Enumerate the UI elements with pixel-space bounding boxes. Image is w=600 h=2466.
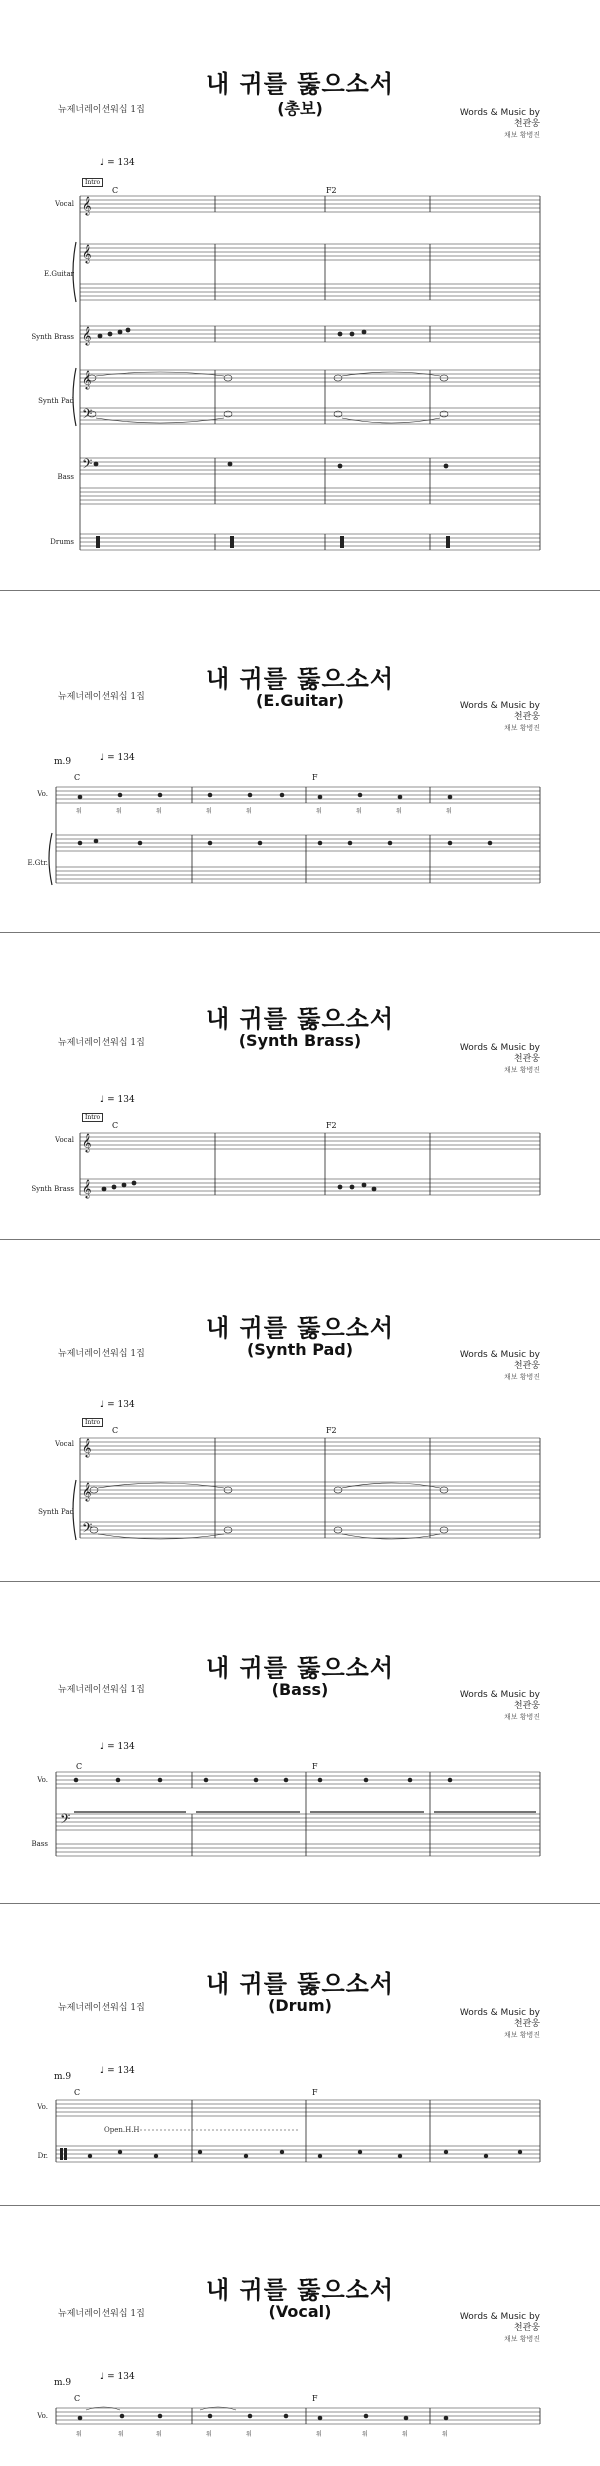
intro-box: Intro — [82, 1113, 103, 1122]
chord-symbol: C — [112, 186, 119, 195]
tempo-marking: ♩ = 134 — [100, 2372, 135, 2382]
measure-number: m.9 — [54, 757, 72, 767]
tempo-marking: ♩ = 134 — [100, 158, 135, 168]
credits-transcriber: 채보 황병진 — [503, 1713, 540, 1721]
chord-symbol: C — [74, 773, 81, 782]
measure-number: m.9 — [54, 2378, 72, 2388]
credits-transcriber: 채보 황병진 — [503, 724, 540, 732]
tempo-value: = 134 — [107, 1400, 135, 1410]
score-page-vocal — [0, 2206, 600, 2466]
part-subtitle: (E.Guitar) — [256, 691, 344, 710]
pad-staff — [80, 370, 540, 424]
chord-symbol: F2 — [326, 186, 337, 195]
score-page-brass — [0, 933, 600, 1238]
tempo-marking: ♩ = 134 — [100, 1400, 135, 1410]
chord-symbol: F2 — [326, 1121, 337, 1130]
instrument-label: Synth Brass — [31, 333, 74, 341]
chord-symbol: F — [312, 773, 318, 782]
credits-words-music: Words & Music by — [459, 1350, 540, 1360]
instrument-label: Bass — [57, 473, 74, 481]
instrument-label: Vocal — [55, 1136, 74, 1144]
part-subtitle: (총보) — [277, 99, 323, 118]
score-system-bass — [0, 1582, 600, 1902]
svg-text:워: 워 — [206, 808, 212, 815]
svg-text:워: 워 — [118, 2431, 124, 2438]
svg-text:워: 워 — [246, 2431, 252, 2438]
score-system-guitar — [0, 591, 600, 931]
album-label: 뉴제너레이션워십 1집 — [58, 692, 145, 702]
barlines — [80, 196, 540, 550]
open-hihat-marking: Open.H.H — [104, 2126, 140, 2134]
album-label: 뉴제너레이션워십 1집 — [58, 2309, 145, 2319]
svg-text:워: 워 — [402, 2431, 408, 2438]
chord-symbol: F — [312, 1762, 318, 1771]
instrument-label: Bass — [31, 1840, 48, 1848]
svg-text:𝄢: 𝄢 — [82, 1520, 93, 1539]
tempo-value: = 134 — [107, 158, 135, 168]
svg-text:워: 워 — [446, 808, 452, 815]
svg-text:워: 워 — [206, 2431, 212, 2438]
drum-staff — [80, 534, 540, 550]
part-subtitle: (Vocal) — [268, 2302, 332, 2321]
song-title: 내 귀를 뚫으소서 — [206, 1005, 394, 1033]
svg-text:워: 워 — [396, 808, 402, 815]
instrument-label: Vo. — [37, 1776, 48, 1784]
credits-words-music: Words & Music by — [459, 701, 540, 711]
song-title: 내 귀를 뚫으소서 — [206, 665, 394, 693]
album-label: 뉴제너레이션워십 1집 — [58, 1685, 145, 1695]
svg-text:워: 워 — [116, 808, 122, 815]
svg-text:워: 워 — [246, 808, 252, 815]
instrument-label: Dr. — [37, 2152, 48, 2160]
score-page-drum — [0, 1904, 600, 2204]
svg-text:𝄢: 𝄢 — [60, 1811, 71, 1830]
svg-text:워: 워 — [362, 2431, 368, 2438]
credits-transcriber: 채보 황병진 — [503, 131, 540, 139]
chord-symbol: C — [74, 2088, 81, 2097]
part-subtitle: (Bass) — [271, 1680, 329, 1699]
svg-text:워: 워 — [316, 808, 322, 815]
score-system-brass — [0, 933, 600, 1238]
instrument-label: Vo. — [37, 790, 48, 798]
instrument-label: Vocal — [55, 200, 74, 208]
chord-symbol: C — [112, 1426, 119, 1435]
song-title: 내 귀를 뚫으소서 — [206, 1970, 394, 1998]
intro-box: Intro — [82, 178, 103, 187]
tempo-marking: ♩ = 134 — [100, 1742, 135, 1752]
part-subtitle: (Synth Pad) — [246, 1340, 354, 1359]
svg-text:워: 워 — [156, 808, 162, 815]
guitar-staff — [80, 244, 540, 300]
svg-text:𝄞: 𝄞 — [82, 326, 92, 345]
svg-text:워: 워 — [156, 2431, 162, 2438]
svg-text:𝄞: 𝄞 — [82, 1133, 92, 1152]
instrument-label: E.Gtr. — [27, 859, 48, 867]
tempo-marking: ♩ = 134 — [100, 2066, 135, 2076]
svg-text:𝄢: 𝄢 — [82, 406, 93, 425]
lyric: 워 — [76, 808, 82, 815]
svg-text:𝄢: 𝄢 — [82, 456, 93, 475]
svg-text:𝄞: 𝄞 — [82, 1179, 92, 1198]
instrument-label: Synth Pad — [38, 1508, 74, 1516]
credits-words-music: Words & Music by — [459, 1043, 540, 1053]
tempo-value: = 134 — [107, 2066, 135, 2076]
credits-composer: 천관웅 — [513, 2323, 540, 2333]
svg-text:워: 워 — [76, 2431, 82, 2438]
score-system-pad — [0, 1240, 600, 1580]
credits-words-music: Words & Music by — [459, 2312, 540, 2322]
credits-transcriber: 채보 황병진 — [503, 2031, 540, 2039]
album-label: 뉴제너레이션워십 1집 — [58, 2003, 145, 2013]
score-system-vocal — [0, 2206, 600, 2466]
credits-words-music: Words & Music by — [459, 1690, 540, 1700]
svg-text:𝄞: 𝄞 — [82, 244, 92, 263]
credits-composer: 천관웅 — [513, 1054, 540, 1064]
tempo-marking: ♩ = 134 — [100, 753, 135, 763]
instrument-label: Drums — [50, 538, 74, 546]
credits-transcriber: 채보 황병진 — [503, 1066, 540, 1074]
credits-composer: 천관웅 — [513, 119, 540, 129]
score-page-pad — [0, 1240, 600, 1580]
credits-words-music: Words & Music by — [459, 2008, 540, 2018]
chord-symbol: F2 — [326, 1426, 337, 1435]
bass-staff — [80, 458, 540, 504]
score-system-full — [0, 0, 600, 590]
album-label: 뉴제너레이션워십 1집 — [58, 105, 145, 115]
song-title: 내 귀를 뚫으소서 — [206, 2276, 394, 2304]
chord-symbol: F — [312, 2088, 318, 2097]
song-title: 내 귀를 뚫으소서 — [206, 70, 394, 98]
tempo-value: = 134 — [107, 753, 135, 763]
credits-composer: 천관웅 — [513, 2019, 540, 2029]
measure-number: m.9 — [54, 2072, 72, 2082]
score-page-full — [0, 0, 600, 590]
instrument-label: Vo. — [37, 2412, 48, 2420]
song-title: 내 귀를 뚫으소서 — [206, 1314, 394, 1342]
svg-text:워: 워 — [442, 2431, 448, 2438]
credits-transcriber: 채보 황병진 — [503, 2335, 540, 2343]
credits-composer: 천관웅 — [513, 1701, 540, 1711]
instrument-label: Synth Pad — [38, 397, 74, 405]
instrument-label: Synth Brass — [31, 1185, 74, 1193]
chord-symbol: C — [74, 2394, 81, 2403]
instrument-label: E.Guitar — [43, 270, 74, 278]
tempo-marking: ♩ = 134 — [100, 1095, 135, 1105]
chord-symbol: C — [112, 1121, 119, 1130]
svg-text:𝄞: 𝄞 — [82, 370, 92, 389]
svg-text:𝄞: 𝄞 — [82, 1438, 92, 1457]
tempo-value: = 134 — [107, 2372, 135, 2382]
svg-text:워: 워 — [356, 808, 362, 815]
svg-text:𝄞: 𝄞 — [82, 1482, 92, 1501]
score-system-drum — [0, 1904, 600, 2204]
instrument-label: Vo. — [37, 2103, 48, 2111]
svg-text:워: 워 — [316, 2431, 322, 2438]
brace — [73, 368, 76, 426]
score-page-guitar — [0, 591, 600, 931]
credits-words-music: Words & Music by — [459, 108, 540, 118]
brass-staff — [80, 326, 540, 342]
brace — [73, 242, 76, 302]
instrument-label: Vocal — [55, 1440, 74, 1448]
credits-composer: 천관웅 — [513, 712, 540, 722]
part-subtitle: (Drum) — [268, 1996, 332, 2015]
credits-transcriber: 채보 황병진 — [503, 1373, 540, 1381]
intro-box: Intro — [82, 1418, 103, 1427]
album-label: 뉴제너레이션워십 1집 — [58, 1349, 145, 1359]
album-label: 뉴제너레이션워십 1집 — [58, 1038, 145, 1048]
part-subtitle: (Synth Brass) — [238, 1031, 362, 1050]
svg-text:𝄞: 𝄞 — [82, 196, 92, 215]
chord-symbol: F — [312, 2394, 318, 2403]
credits-composer: 천관웅 — [513, 1361, 540, 1371]
score-page-bass — [0, 1582, 600, 1902]
chord-symbol: C — [76, 1762, 83, 1771]
tempo-value: = 134 — [107, 1095, 135, 1105]
vocal-staff — [80, 196, 540, 212]
song-title: 내 귀를 뚫으소서 — [206, 1654, 394, 1682]
tempo-value: = 134 — [107, 1742, 135, 1752]
